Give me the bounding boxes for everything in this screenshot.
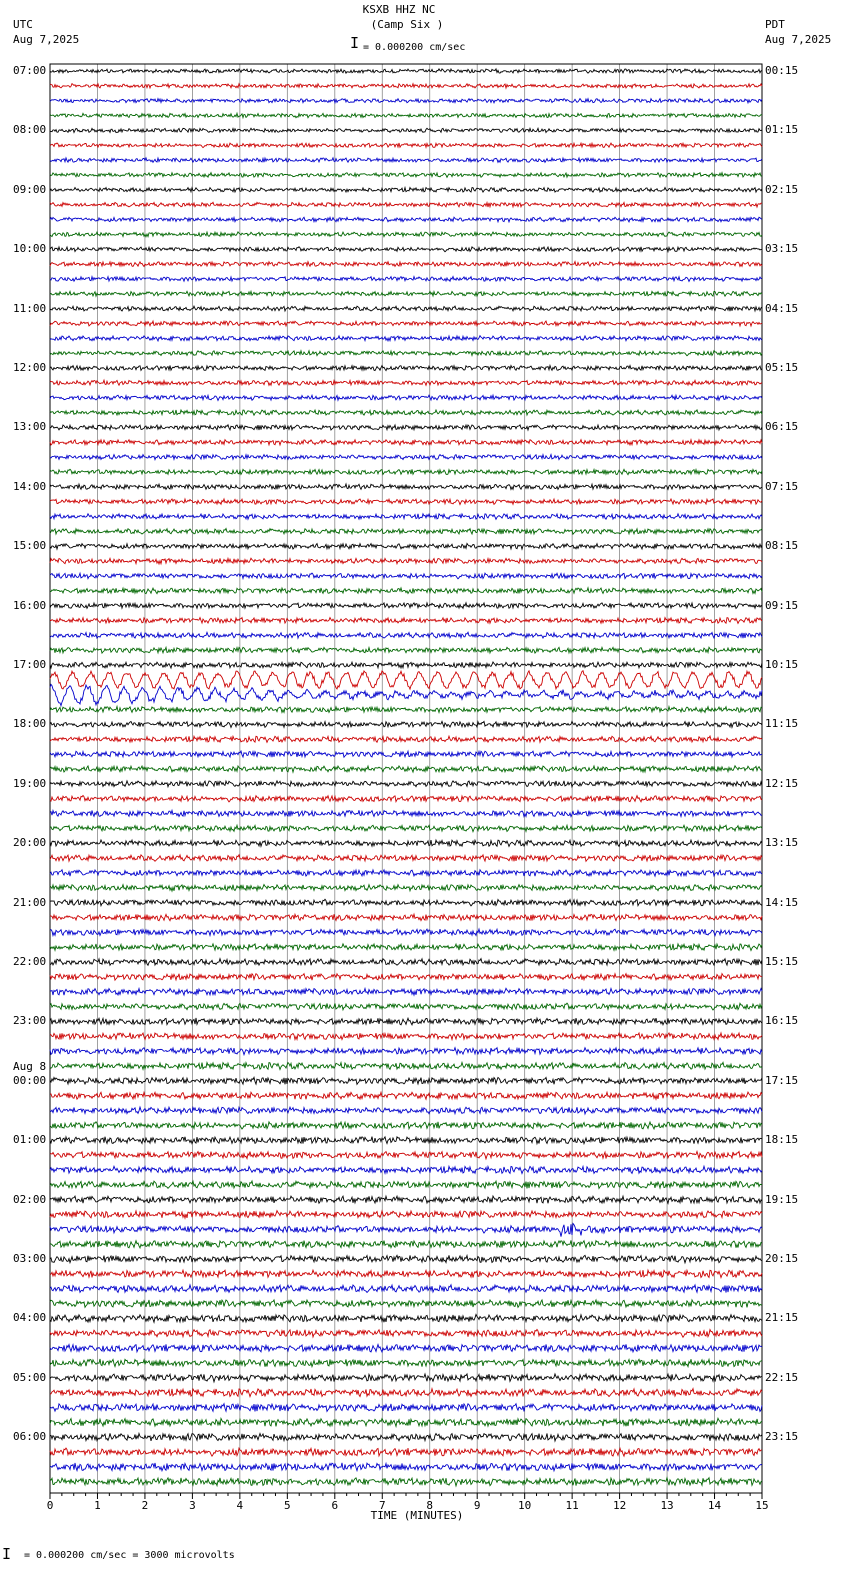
trace-line (50, 1300, 762, 1308)
utc-hour-label: 14:00 (13, 479, 47, 493)
utc-hour-label: 16:00 (13, 598, 47, 612)
pdt-hour-label: 23:15 (765, 1430, 799, 1444)
utc-hour-label: 19:00 (13, 776, 47, 790)
trace-line (50, 1255, 762, 1262)
trace-line (50, 291, 762, 296)
pdt-hour-label: 07:15 (765, 479, 799, 493)
trace-line (50, 380, 762, 385)
pdt-hour-label: 11:15 (765, 717, 799, 731)
trace-line (50, 1374, 762, 1382)
x-tick-label: 0 (46, 1499, 54, 1512)
pdt-hour-label: 02:15 (765, 182, 799, 196)
trace-line (50, 484, 762, 489)
trace-line (50, 1329, 762, 1337)
trace-line (50, 1107, 762, 1114)
trace-line (50, 1315, 762, 1323)
pdt-hour-label: 00:15 (765, 64, 799, 77)
pdt-hour-label: 21:15 (765, 1311, 799, 1325)
utc-hour-label: 02:00 (13, 1192, 47, 1206)
pdt-hour-label: 01:15 (765, 123, 799, 137)
trace-line (50, 588, 762, 594)
trace-line (50, 173, 762, 178)
trace-line (50, 217, 762, 222)
trace-line (50, 277, 762, 282)
x-tick-label: 13 (660, 1499, 674, 1512)
x-tick-label: 2 (141, 1499, 149, 1512)
pdt-hour-label: 05:15 (765, 361, 799, 374)
utc-hour-label: 01:00 (13, 1133, 47, 1147)
trace-line (50, 766, 762, 772)
scale-bar-icon: I (350, 34, 360, 52)
trace-line (50, 870, 762, 876)
trace-line (50, 1270, 762, 1278)
trace-line (50, 974, 762, 981)
trace-line (50, 232, 762, 237)
x-axis-label: TIME (MINUTES) (370, 1509, 464, 1522)
utc-hour-label: 03:00 (13, 1252, 47, 1265)
trace-line (50, 158, 762, 163)
pdt-hour-label: 17:15 (765, 1073, 799, 1087)
trace-line (50, 1033, 762, 1040)
utc-hour-label: 23:00 (13, 1014, 47, 1028)
trace-line (50, 262, 762, 267)
trace-line (50, 1285, 762, 1293)
utc-hour-label: 12:00 (13, 361, 47, 374)
trace-line (50, 662, 762, 668)
utc-hour-label: 17:00 (13, 658, 47, 671)
utc-hour-label: 08:00 (13, 123, 47, 137)
utc-hour-label: 18:00 (13, 717, 47, 731)
pdt-hour-label: 06:15 (765, 420, 799, 434)
utc-hour-label: 00:00 (13, 1073, 47, 1087)
trace-line (50, 247, 762, 252)
trace-line (50, 796, 762, 802)
trace-line (50, 707, 762, 713)
scale-text: = 0.000200 cm/sec (363, 42, 466, 53)
left-date: Aug 7,2025 (13, 33, 80, 46)
trace-line (50, 1122, 762, 1129)
right-date: Aug 7,2025 (765, 33, 832, 46)
utc-hour-label: 09:00 (13, 182, 47, 196)
x-tick-label: 4 (236, 1499, 244, 1512)
x-tick-label: 9 (473, 1499, 481, 1512)
pdt-hour-label: 04:15 (765, 301, 799, 315)
trace-line (50, 69, 762, 73)
trace-line (50, 855, 762, 862)
trace-line (50, 84, 762, 88)
trace-line (50, 1166, 762, 1173)
trace-rows (50, 69, 762, 1486)
x-tick-label: 11 (565, 1499, 579, 1512)
trace-line (50, 914, 762, 921)
utc-hour-label: 22:00 (13, 955, 47, 968)
x-tick-label: 6 (331, 1499, 339, 1512)
trace-line (50, 514, 762, 520)
pdt-hour-label: 03:15 (765, 242, 799, 256)
trace-line (50, 1463, 762, 1471)
trace-line (50, 1077, 762, 1084)
trace-line (50, 1240, 762, 1248)
pdt-hour-label: 16:15 (765, 1014, 799, 1028)
trace-line (50, 188, 762, 193)
trace-line (50, 351, 762, 356)
trace-line (50, 1359, 762, 1367)
trace-line (50, 781, 762, 787)
trace-line (50, 1062, 762, 1069)
trace-line (50, 395, 762, 400)
trace-line (50, 810, 762, 816)
trace-line (50, 671, 762, 689)
trace-line (50, 751, 762, 757)
pdt-hour-label: 19:15 (765, 1192, 799, 1206)
pdt-hour-label: 13:15 (765, 836, 799, 850)
utc-hour-label: 21:00 (13, 895, 47, 909)
trace-line (50, 1137, 762, 1144)
utc-hour-label: 07:00 (13, 64, 47, 77)
trace-line (50, 736, 762, 742)
utc-hour-label: 20:00 (13, 836, 47, 850)
trace-line (50, 684, 762, 705)
trace-line (50, 647, 762, 653)
trace-line (50, 988, 762, 995)
pdt-hour-label: 12:15 (765, 776, 799, 790)
x-tick-label: 10 (518, 1499, 532, 1512)
trace-line (50, 1433, 762, 1441)
date-change-label: Aug 8 (13, 1059, 47, 1073)
trace-line (50, 573, 762, 579)
pdt-hour-label: 09:15 (765, 598, 799, 612)
trace-line (50, 113, 762, 117)
footer-scale-bar-icon: I (2, 1545, 12, 1563)
trace-line (50, 1478, 762, 1486)
footer-scale-text: = 0.000200 cm/sec = 3000 microvolts (24, 1550, 235, 1561)
trace-line (50, 885, 762, 892)
x-tick-label: 5 (284, 1499, 291, 1512)
utc-hour-label: 10:00 (13, 242, 47, 256)
pdt-hour-label: 10:15 (765, 658, 799, 671)
pdt-hour-label: 14:15 (765, 895, 799, 909)
trace-line (50, 1211, 762, 1218)
x-tick-label: 3 (189, 1499, 196, 1512)
trace-line (50, 632, 762, 638)
trace-line (50, 1389, 762, 1397)
utc-hour-label: 06:00 (13, 1430, 47, 1444)
utc-hour-label: 05:00 (13, 1370, 47, 1384)
trace-line (50, 1152, 762, 1159)
x-tick-label: 12 (612, 1499, 627, 1512)
x-tick-label: 15 (755, 1499, 769, 1512)
trace-line (50, 959, 762, 966)
trace-line (50, 321, 762, 326)
left-timezone: UTC (13, 18, 33, 31)
trace-line (50, 440, 762, 445)
trace-line (50, 544, 762, 550)
trace-line (50, 1404, 762, 1412)
trace-line (50, 944, 762, 951)
trace-line (50, 1196, 762, 1203)
trace-line (50, 1003, 762, 1010)
trace-line (50, 128, 762, 132)
trace-line (50, 1092, 762, 1099)
x-tick-label: 7 (378, 1499, 386, 1512)
trace-line (50, 1048, 762, 1055)
trace-line (50, 1224, 762, 1237)
trace-line (50, 1418, 762, 1426)
trace-line (50, 1181, 762, 1188)
x-axis-ticks (50, 1493, 762, 1499)
trace-line (50, 202, 762, 207)
trace-line (50, 1344, 762, 1352)
pdt-hour-label: 15:15 (765, 955, 799, 968)
utc-hour-label: 04:00 (13, 1311, 47, 1325)
pdt-hour-label: 18:15 (765, 1133, 799, 1147)
trace-line (50, 825, 762, 831)
trace-line (50, 1018, 762, 1025)
x-tick-label: 8 (426, 1499, 434, 1512)
trace-line (50, 558, 762, 564)
station-location: (Camp Six ) (370, 18, 444, 31)
trace-line (50, 366, 762, 371)
station-title: KSXB HHZ NC (362, 3, 436, 16)
trace-line (50, 929, 762, 936)
trace-line (50, 455, 762, 460)
pdt-hour-label: 20:15 (765, 1252, 799, 1265)
trace-line (50, 840, 762, 846)
trace-line (50, 469, 762, 474)
trace-line (50, 336, 762, 341)
trace-line (50, 1448, 762, 1456)
utc-hour-label: 13:00 (13, 420, 47, 434)
trace-line (50, 603, 762, 609)
x-tick-label: 14 (707, 1499, 722, 1512)
trace-line (50, 306, 762, 311)
pdt-hour-label: 22:15 (765, 1370, 799, 1384)
right-timezone: PDT (765, 18, 785, 31)
trace-line (50, 529, 762, 535)
utc-hour-label: 11:00 (13, 301, 47, 315)
pdt-hour-label: 08:15 (765, 539, 799, 553)
trace-line (50, 143, 762, 148)
trace-line (50, 499, 762, 505)
trace-line (50, 99, 762, 103)
trace-line (50, 721, 762, 727)
trace-line (50, 425, 762, 430)
x-tick-label: 1 (94, 1499, 101, 1512)
trace-line (50, 618, 762, 624)
utc-hour-label: 15:00 (13, 539, 47, 553)
trace-line (50, 410, 762, 415)
trace-line (50, 899, 762, 906)
